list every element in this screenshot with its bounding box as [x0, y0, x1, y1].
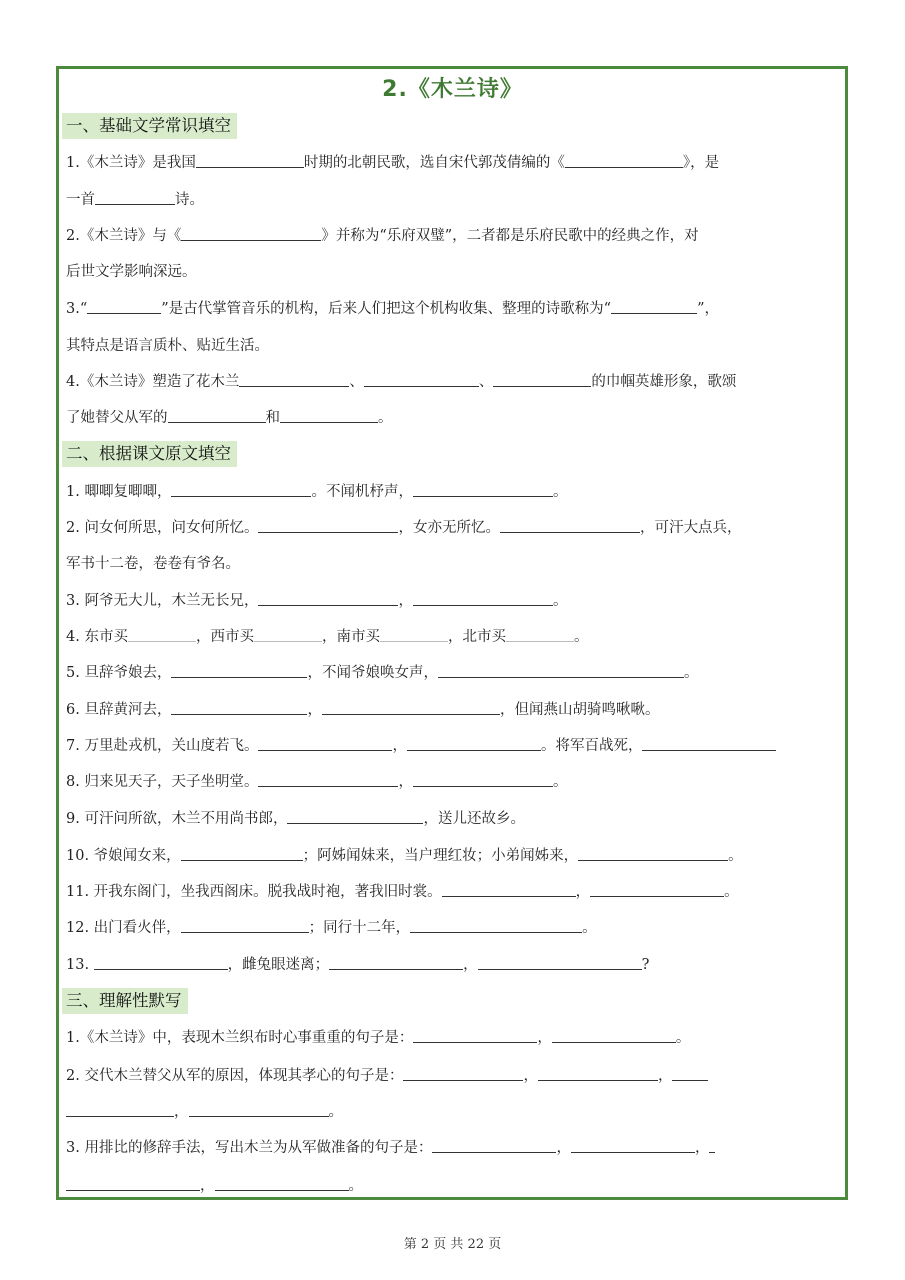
- answer-blank[interactable]: [258, 591, 398, 606]
- answer-blank[interactable]: [413, 591, 553, 606]
- section-heading-fill-from-text: 二、根据课文原文填空: [62, 441, 237, 467]
- question-1-4-line-2: 了她替父从军的 和 。: [66, 410, 393, 426]
- answer-blank[interactable]: [322, 700, 500, 715]
- answer-blank[interactable]: [709, 1138, 715, 1153]
- answer-blank[interactable]: [189, 1102, 329, 1117]
- answer-blank[interactable]: [672, 1066, 708, 1081]
- answer-blank[interactable]: [258, 518, 398, 533]
- answer-blank[interactable]: [171, 700, 307, 715]
- answer-blank[interactable]: [364, 372, 479, 387]
- question-2-4: 4. 东市买 ，西市买 ，南市买 ，北市买 。: [66, 629, 589, 645]
- question-2-2-line-1: 2. 问女何所思，问女何所忆。 ，女亦无所忆。 ，可汗大点兵，: [66, 520, 742, 536]
- section-heading-basic-knowledge: 一、基础文学常识填空: [62, 113, 237, 139]
- answer-blank[interactable]: [258, 736, 392, 751]
- section-heading-comprehension: 三、理解性默写: [62, 988, 188, 1014]
- answer-blank[interactable]: [578, 846, 728, 861]
- answer-blank[interactable]: [87, 299, 161, 314]
- answer-blank[interactable]: [506, 627, 574, 642]
- question-1-2-line-1: 2.《木兰诗》与《 》并称为“乐府双璧”，二者都是乐府民歌中的经典之作，对: [66, 228, 699, 244]
- question-2-8: 8. 归来见天子，天子坐明堂。 ， 。: [66, 774, 568, 790]
- answer-blank[interactable]: [66, 1102, 174, 1117]
- answer-blank[interactable]: [565, 153, 683, 168]
- question-1-3-line-1: 3.“ ”是古代掌管音乐的机构，后来人们把这个机构收集、整理的诗歌称为“ ”，: [66, 301, 719, 317]
- question-2-9: 9. 可汗问所欲，木兰不用尚书郎， ，送儿还故乡。: [66, 811, 525, 827]
- answer-blank[interactable]: [329, 955, 463, 970]
- question-1-2-line-2: 后世文学影响深远。: [66, 264, 197, 280]
- answer-blank[interactable]: [181, 918, 309, 933]
- answer-blank[interactable]: [410, 918, 582, 933]
- question-1-1-line-1: 1.《木兰诗》是我国 时期的北朝民歌，选自宋代郭茂倩编的《 》，是: [66, 155, 720, 171]
- answer-blank[interactable]: [571, 1138, 695, 1153]
- answer-blank[interactable]: [413, 772, 553, 787]
- answer-blank[interactable]: [66, 1176, 200, 1191]
- answer-blank[interactable]: [380, 627, 448, 642]
- answer-blank[interactable]: [590, 882, 724, 897]
- answer-blank[interactable]: [94, 955, 228, 970]
- answer-blank[interactable]: [280, 408, 378, 423]
- answer-blank[interactable]: [95, 190, 175, 205]
- answer-blank[interactable]: [258, 772, 398, 787]
- answer-blank[interactable]: [611, 299, 697, 314]
- answer-blank[interactable]: [181, 226, 321, 241]
- answer-blank[interactable]: [168, 408, 266, 423]
- answer-blank[interactable]: [171, 482, 311, 497]
- question-3-2-line-2: ， 。: [66, 1102, 343, 1122]
- question-2-6: 6. 旦辞黄河去， ， ，但闻燕山胡骑鸣啾啾。: [66, 702, 660, 718]
- question-2-12: 12. 出门看火伴， ；同行十二年， 。: [66, 920, 597, 936]
- page-number-footer: 第 2 页 共 22 页: [403, 1237, 502, 1252]
- answer-blank[interactable]: [171, 663, 307, 678]
- answer-blank[interactable]: [500, 518, 640, 533]
- question-2-10: 10. 爷娘闻女来， ；阿姊闻妹来，当户理红妆；小弟闻姊来， 。: [66, 848, 743, 864]
- answer-blank[interactable]: [181, 846, 303, 861]
- answer-blank[interactable]: [128, 627, 196, 642]
- answer-blank[interactable]: [438, 663, 684, 678]
- answer-blank[interactable]: [215, 1176, 349, 1191]
- answer-blank[interactable]: [642, 736, 776, 751]
- answer-blank[interactable]: [407, 736, 541, 751]
- answer-blank[interactable]: [254, 627, 322, 642]
- question-2-7: 7. 万里赴戎机，关山度若飞。 ， 。将军百战死，: [66, 736, 776, 756]
- answer-blank[interactable]: [432, 1138, 556, 1153]
- answer-blank[interactable]: [413, 1028, 537, 1043]
- answer-blank[interactable]: [196, 153, 304, 168]
- question-2-11: 11. 开我东阁门，坐我西阁床。脱我战时袍，著我旧时裳。 ， 。: [66, 884, 739, 900]
- question-1-1-line-2: 一首 诗。: [66, 192, 204, 208]
- question-2-3: 3. 阿爷无大儿，木兰无长兄， ， 。: [66, 593, 568, 609]
- question-1-4-line-1: 4.《木兰诗》塑造了花木兰 、 、 的巾帼英雄形象，歌颂: [66, 374, 737, 390]
- answer-blank[interactable]: [403, 1066, 523, 1081]
- question-2-1: 1. 唧唧复唧唧， 。不闻机杼声， 。: [66, 484, 568, 500]
- question-3-2-line-1: 2. 交代木兰替父从军的原因，体现其孝心的句子是： ， ，: [66, 1066, 708, 1086]
- answer-blank[interactable]: [493, 372, 591, 387]
- answer-blank[interactable]: [538, 1066, 658, 1081]
- question-2-2-line-2: 军书十二卷，卷卷有爷名。: [66, 556, 240, 572]
- answer-blank[interactable]: [239, 372, 349, 387]
- answer-blank[interactable]: [552, 1028, 676, 1043]
- question-2-13: 13. ，雌兔眼迷离； ， ?: [66, 957, 650, 973]
- page-title: 2.《木兰诗》: [382, 77, 523, 102]
- question-2-5: 5. 旦辞爷娘去， ，不闻爷娘唤女声， 。: [66, 665, 699, 681]
- question-3-3-line-2: ， 。: [66, 1176, 363, 1196]
- answer-blank[interactable]: [413, 482, 553, 497]
- question-1-3-line-2: 其特点是语言质朴、贴近生活。: [66, 338, 269, 354]
- answer-blank[interactable]: [478, 955, 642, 970]
- question-3-1: 1.《木兰诗》中，表现木兰织布时心事重重的句子是： ， 。: [66, 1030, 691, 1046]
- question-3-3-line-1: 3. 用排比的修辞手法，写出木兰为从军做准备的句子是： ， ，: [66, 1138, 715, 1158]
- answer-blank[interactable]: [442, 882, 576, 897]
- answer-blank[interactable]: [287, 809, 423, 824]
